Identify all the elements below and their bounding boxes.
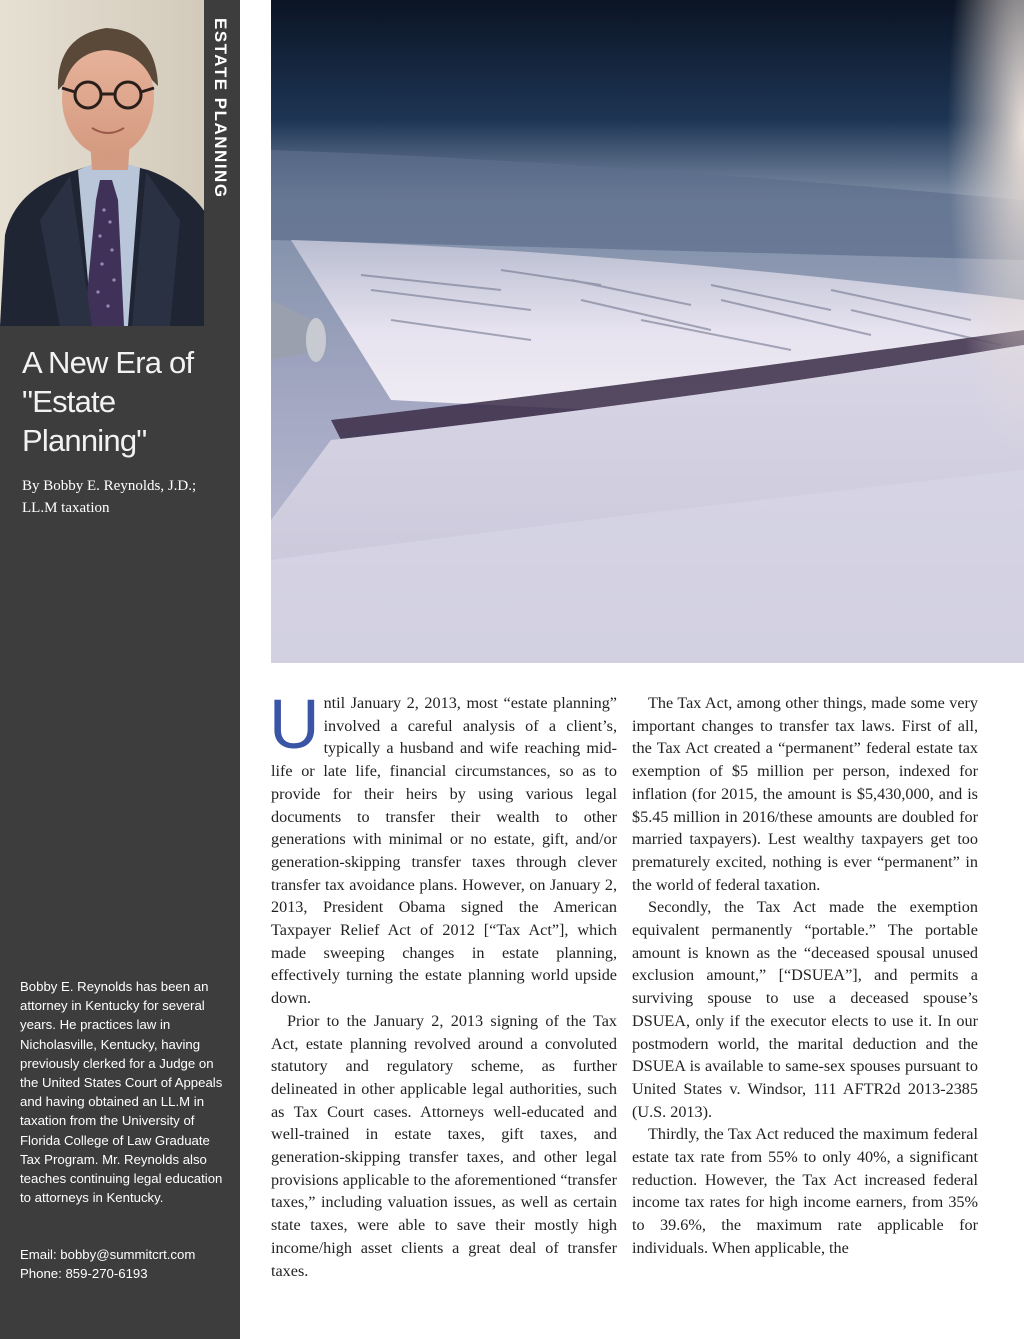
byline-author: By Bobby E. Reynolds, J.D.; — [22, 478, 197, 494]
byline — [22, 475, 222, 519]
documents-on-table-image — [271, 0, 1024, 663]
article-title: A New Era of "Estate Planning" — [22, 345, 194, 458]
paragraph: Secondly, the Tax Act made the exemption equivalent permanently “portable.” The portable amount is known as the “deceased spousal unused exclusion amount,” [“DSUEA”], and permits a surviving spouse to use a deceased spouse’s DSUEA, only if the executor elects to use it. In our postmodern world, the marital deduction and the DSUEA is available to same-sex spouses pursuant to United States v. Windsor, 111 AFTR2d 2013-2385 (U.S. 2013). — [632, 898, 978, 1121]
paragraph: Prior to the January 2, 2013 signing of the Tax Act, estate planning revolved around a convoluted statutory and regulatory scheme, as further delineated in other applicable legal authorities, such as Tax Court cases. Attorneys well-educated and well-trained in estate taxes, gift taxes, and generation-skipping transfer taxes, and other legal provisions applicable to the aforementioned “transfer taxes,” including valuation issues, as well as certain state taxes, were able to save their mostly high income/high asset clients a great deal of transfer taxes. — [271, 1011, 617, 1280]
paragraph: Until January 2, 2013, most “estate planning” involved a careful analysis of a client’s, typically a husband and wife reaching mid-life or late life, financial circumstances, so as to provide for their heirs by using various legal documents to transfer their wealth to other generations with minimal or no estate, gift, and/or generation-skipping transfer taxes through clever transfer tax avoidance plans. However, on January 2, 2013, President Obama signed the American Taxpayer Relief Act of 2012 [“Tax Act”], which made sweeping changes in estate planning, effectively turning the estate planning world upside down. — [269, 685, 617, 1008]
section-label: ESTATE PLANNING — [211, 18, 230, 199]
paragraph: The Tax Act, among other things, made some very important changes to transfer tax laws. First of all, the Tax Act created a “permanent” federal estate tax exemption of $5 million per person, indexed for inflation (for 2015, the amount is $5,430,000, and is $5.45 million in 2016/these amounts are doubled for married taxpayers). Lest wealthy taxpayers get too prematurely excited, nothing is ever “permanent” in the world of federal taxation. — [632, 694, 978, 894]
byline-credential: LL.M taxation — [22, 500, 110, 516]
author-bio: Bobby E. Reynolds has been an attorney in Kentucky for several years. He practices law in Nicholasville, Kentucky, having previously clerked for a Judge on the United States Court of Appeals and having obtained an LL.M in taxation from the University of Florida College of Law Graduate Tax Program. Mr. Reynolds also teaches continuing legal education to attorneys in Kentucky. — [20, 979, 223, 1206]
sidebar — [0, 0, 240, 1339]
paragraph: Thirdly, the Tax Act reduced the maximum federal estate tax rate from 55% to only 40%, a significant reduction. However, the Tax Act increased federal income tax rates for high income earners, from 35% to 39.6%, the maximum rate applicable for individuals. When applicable, the — [632, 1125, 978, 1257]
article-column-right — [632, 692, 978, 1260]
dropcap: U — [269, 685, 320, 763]
author-email: Email: bobby@summitcrt.com — [20, 1247, 196, 1262]
hero-photo — [271, 0, 1024, 663]
article-column-left — [269, 685, 617, 1282]
author-phone: Phone: 859-270-6193 — [20, 1266, 148, 1282]
author-contact — [20, 1245, 226, 1283]
